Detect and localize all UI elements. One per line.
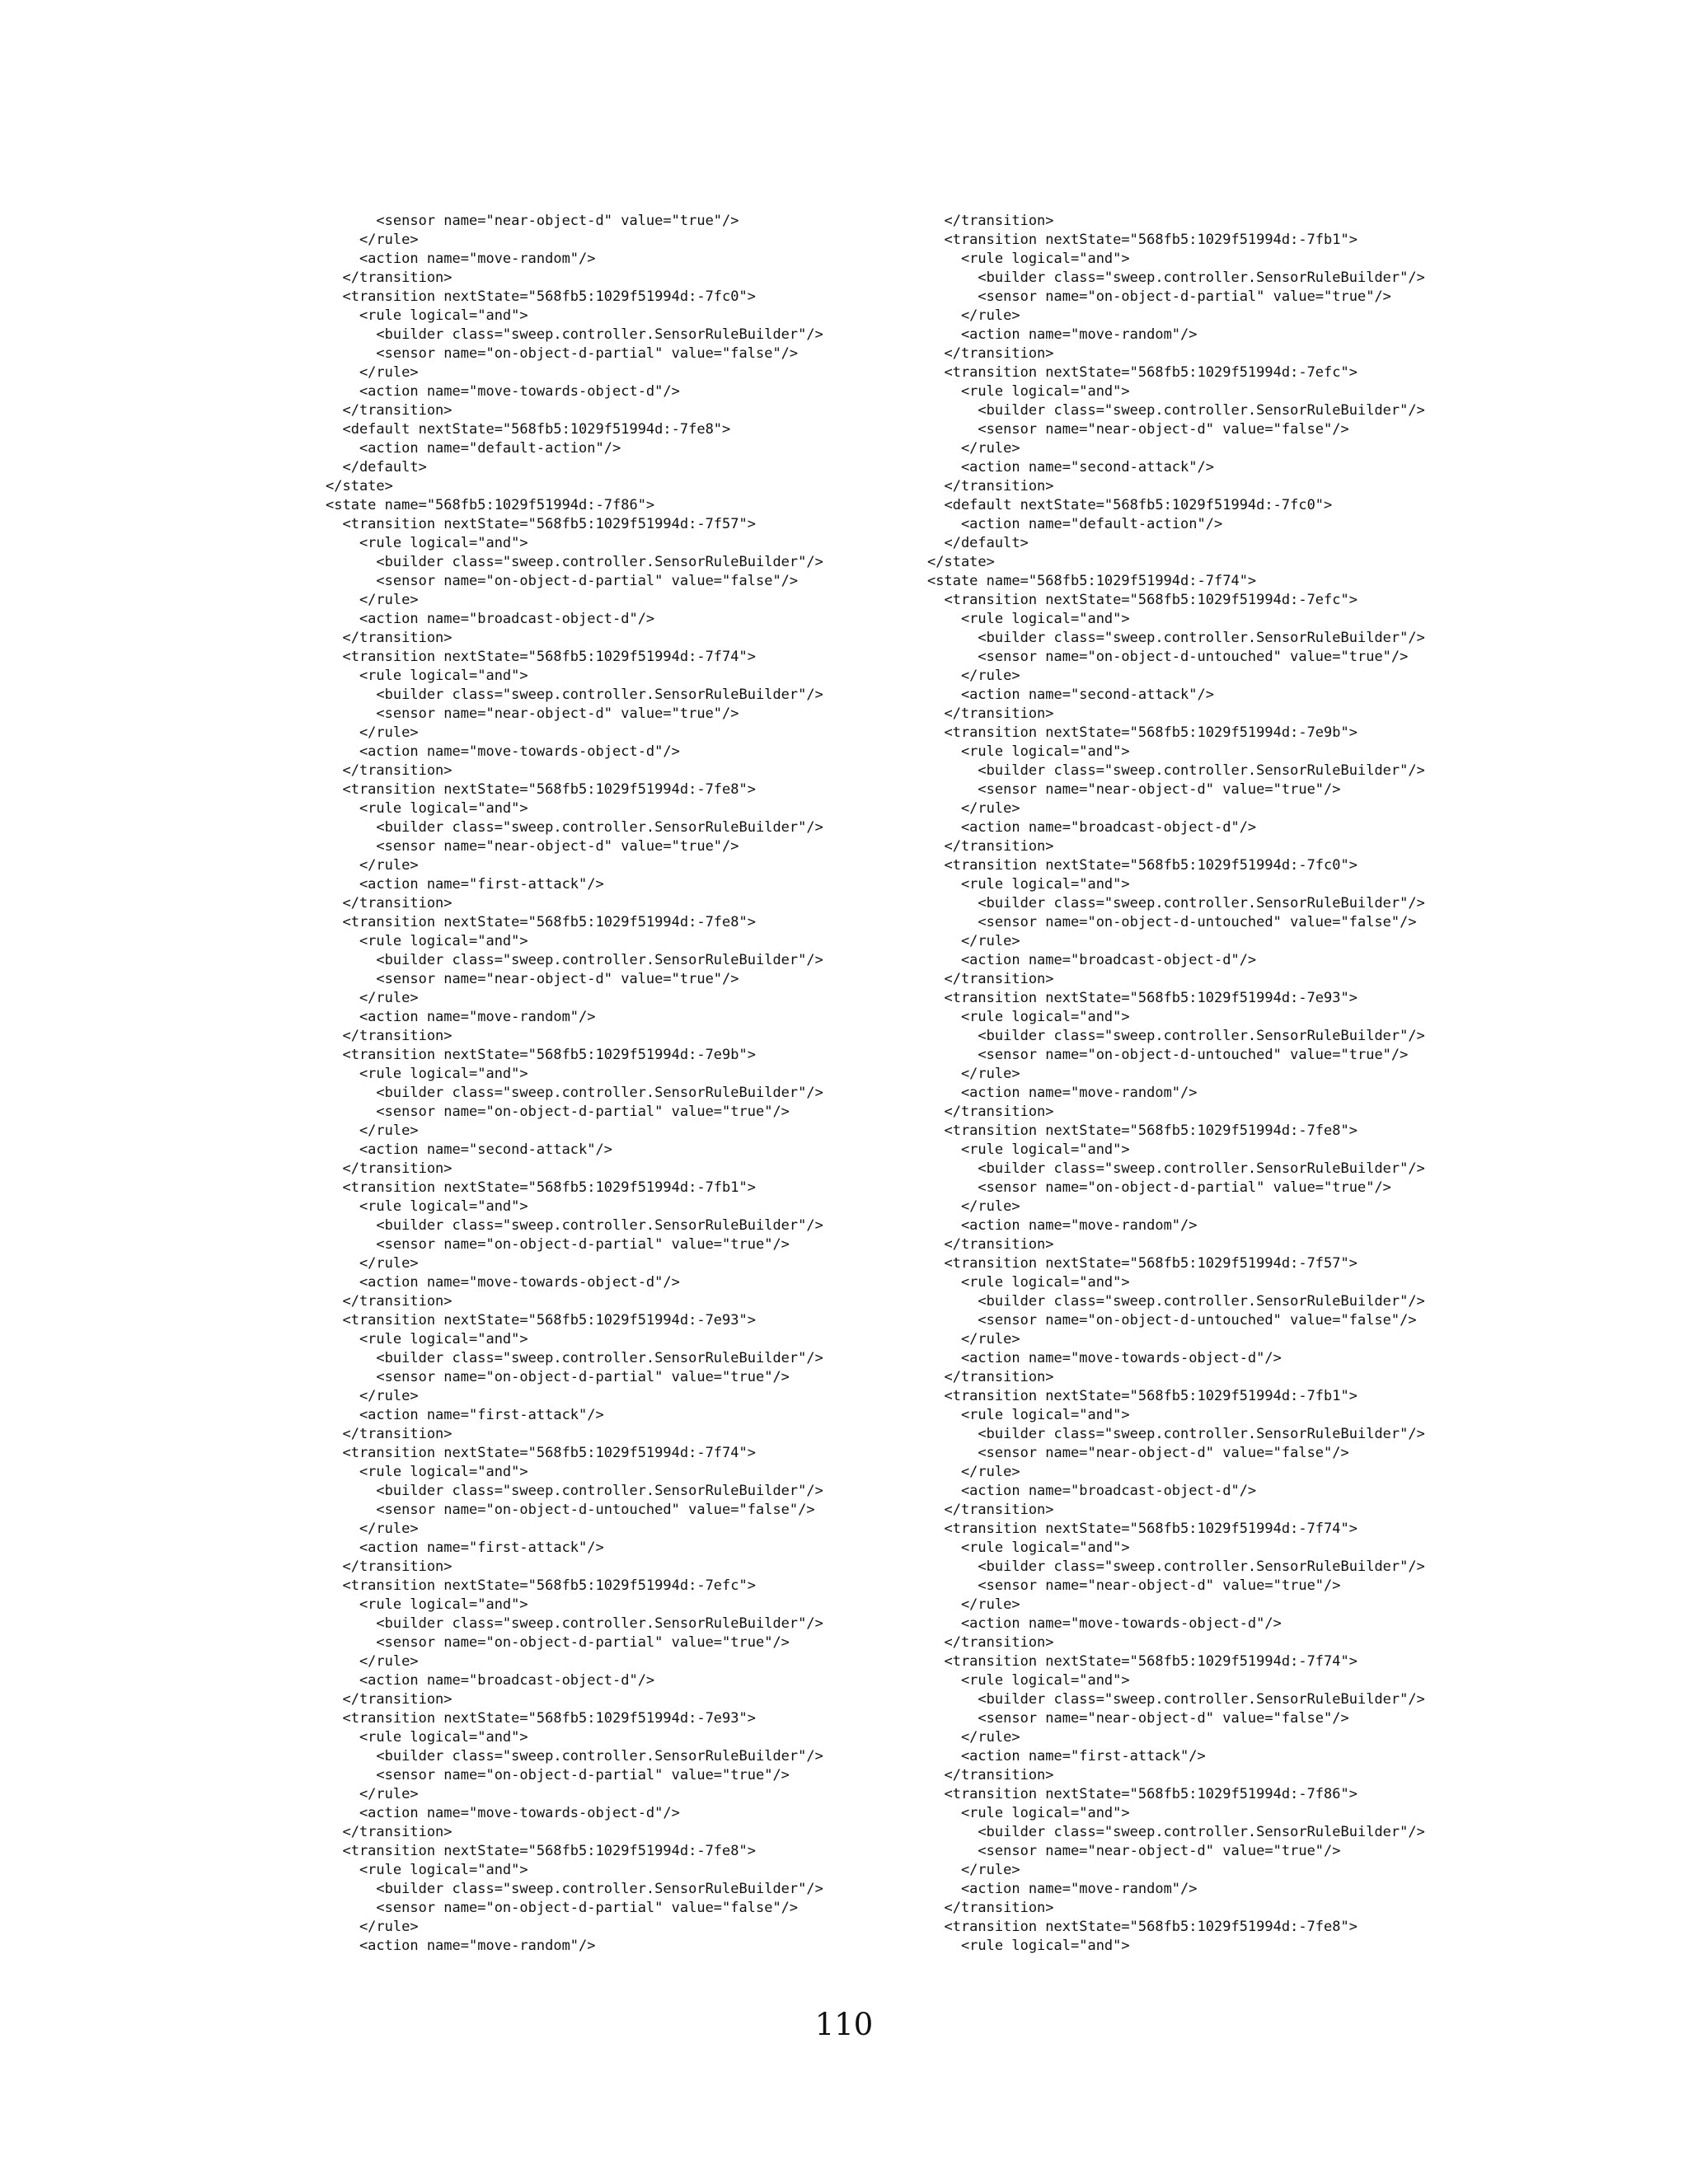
code-line: <transition nextState="568fb5:1029f51994d:-7fe8">	[326, 914, 756, 930]
code-line: </rule>	[927, 668, 1020, 684]
code-line: <rule logical="and">	[927, 1274, 1130, 1291]
code-line: <default nextState="568fb5:1029f51994d:-7fc0">	[927, 497, 1333, 513]
code-line: <rule logical="and">	[326, 933, 528, 949]
code-line: </rule>	[927, 800, 1020, 817]
code-line: </state>	[927, 554, 995, 570]
code-line: <action name="first-attack"/>	[927, 1748, 1206, 1765]
code-line: <sensor name="near-object-d" value="false"/>	[927, 1445, 1349, 1461]
code-line: <builder class="sweep.controller.SensorRuleBuilder"/>	[927, 630, 1425, 646]
code-line: </rule>	[927, 1198, 1020, 1215]
code-line: </transition>	[927, 1900, 1054, 1916]
code-line: </rule>	[326, 1255, 419, 1272]
code-line: </state>	[326, 478, 393, 494]
code-line: <builder class="sweep.controller.SensorRuleBuilder"/>	[326, 1350, 823, 1366]
code-line: <builder class="sweep.controller.SensorRuleBuilder"/>	[927, 895, 1425, 912]
code-line: <transition nextState="568fb5:1029f51994d:-7f57">	[927, 1255, 1357, 1272]
code-line: <action name="move-towards-object-d"/>	[326, 1274, 680, 1291]
code-line: </rule>	[927, 1729, 1020, 1746]
code-line: <transition nextState="568fb5:1029f51994d:-7e93">	[927, 990, 1357, 1006]
code-line: <transition nextState="568fb5:1029f51994d:-7f57">	[326, 516, 756, 532]
code-line: <builder class="sweep.controller.SensorRuleBuilder"/>	[927, 1558, 1425, 1575]
code-line: <rule logical="and">	[927, 611, 1130, 627]
code-line: </rule>	[326, 1122, 419, 1139]
code-line: <transition nextState="568fb5:1029f51994d:-7fe8">	[927, 1122, 1357, 1139]
code-line: </rule>	[326, 1521, 419, 1537]
code-line: <sensor name="on-object-d-partial" value="true"/>	[326, 1767, 790, 1783]
code-line: <action name="second-attack"/>	[326, 1141, 612, 1158]
code-line: <builder class="sweep.controller.SensorRuleBuilder"/>	[326, 687, 823, 703]
code-line: <transition nextState="568fb5:1029f51994d:-7fb1">	[326, 1179, 756, 1196]
code-line: <builder class="sweep.controller.SensorRuleBuilder"/>	[326, 819, 823, 836]
code-line: <sensor name="on-object-d-untouched" value="false"/>	[326, 1502, 815, 1518]
code-line: <action name="broadcast-object-d"/>	[927, 819, 1257, 836]
code-line: <rule logical="and">	[927, 1938, 1130, 1954]
code-line: <sensor name="on-object-d-partial" value="true"/>	[326, 1369, 790, 1385]
code-line: <action name="move-towards-object-d"/>	[326, 1805, 680, 1821]
code-column-left	[326, 212, 853, 1956]
code-line: <rule logical="and">	[326, 1729, 528, 1746]
code-line: <transition nextState="568fb5:1029f51994d:-7f86">	[927, 1786, 1357, 1802]
code-line: <action name="broadcast-object-d"/>	[326, 611, 655, 627]
code-line: </transition>	[326, 1160, 452, 1177]
code-line: </rule>	[927, 1331, 1020, 1347]
code-line: <rule logical="and">	[927, 1672, 1130, 1689]
code-line: <transition nextState="568fb5:1029f51994d:-7f74">	[326, 649, 756, 665]
code-line: <sensor name="near-object-d" value="true"/>	[326, 213, 739, 229]
code-line: <sensor name="on-object-d-untouched" value="false"/>	[927, 914, 1417, 930]
code-line: </transition>	[927, 1502, 1054, 1518]
code-line: <transition nextState="568fb5:1029f51994d:-7e9b">	[927, 724, 1357, 741]
code-line: <sensor name="on-object-d-partial" value="false"/>	[326, 345, 799, 362]
code-line: </rule>	[927, 933, 1020, 949]
code-line: <action name="default-action"/>	[927, 516, 1223, 532]
code-line: </transition>	[927, 705, 1054, 722]
code-line: <sensor name="on-object-d-untouched" value="true"/>	[927, 649, 1409, 665]
code-line: </rule>	[927, 307, 1020, 324]
code-line: <rule logical="and">	[326, 1198, 528, 1215]
code-line: </transition>	[326, 1293, 452, 1310]
page-number: 110	[814, 2007, 874, 2042]
code-line: <builder class="sweep.controller.SensorRuleBuilder"/>	[326, 1748, 823, 1765]
code-line: </rule>	[326, 990, 419, 1006]
code-line: <rule logical="and">	[927, 743, 1130, 760]
code-line: <transition nextState="568fb5:1029f51994d:-7fb1">	[927, 232, 1357, 248]
code-line: <rule logical="and">	[927, 383, 1130, 400]
code-line: <sensor name="on-object-d-partial" value="false"/>	[326, 573, 799, 589]
code-line: <sensor name="on-object-d-partial" value="true"/>	[326, 1634, 790, 1651]
code-line: </rule>	[927, 1862, 1020, 1878]
code-line: <state name="568fb5:1029f51994d:-7f74">	[927, 573, 1257, 589]
code-line: <transition nextState="568fb5:1029f51994d:-7e9b">	[326, 1047, 756, 1063]
code-line: </rule>	[326, 1786, 419, 1802]
code-line: <sensor name="on-object-d-partial" value="true"/>	[927, 288, 1391, 305]
code-line: <sensor name="near-object-d" value="true"/>	[927, 1843, 1341, 1859]
code-line: </transition>	[326, 1824, 452, 1840]
code-line: <sensor name="on-object-d-partial" value="true"/>	[326, 1104, 790, 1120]
code-line: <rule logical="and">	[927, 1540, 1130, 1556]
code-line: <transition nextState="568fb5:1029f51994d:-7fe8">	[326, 781, 756, 798]
code-line: <action name="move-towards-object-d"/>	[927, 1615, 1282, 1632]
code-line: <transition nextState="568fb5:1029f51994d:-7fc0">	[927, 857, 1357, 874]
code-line: <action name="move-random"/>	[927, 1217, 1198, 1234]
code-line: </transition>	[927, 1634, 1054, 1651]
code-line: </transition>	[326, 630, 452, 646]
code-line: <action name="default-action"/>	[326, 440, 621, 457]
code-line: <action name="first-attack"/>	[326, 1407, 604, 1423]
code-line: </transition>	[326, 1691, 452, 1708]
code-line: <action name="move-towards-object-d"/>	[326, 743, 680, 760]
code-line: </rule>	[326, 592, 419, 608]
code-line: <sensor name="near-object-d" value="true"/>	[927, 781, 1341, 798]
code-line: <builder class="sweep.controller.SensorRuleBuilder"/>	[927, 1028, 1425, 1044]
code-line: </transition>	[927, 1767, 1054, 1783]
code-line: </rule>	[927, 1066, 1020, 1082]
code-line: </transition>	[927, 345, 1054, 362]
code-line: <rule logical="and">	[927, 876, 1130, 893]
code-line: <state name="568fb5:1029f51994d:-7f86">	[326, 497, 655, 513]
code-line: <action name="first-attack"/>	[326, 1540, 604, 1556]
code-line: <transition nextState="568fb5:1029f51994d:-7efc">	[927, 364, 1357, 381]
code-line: </rule>	[326, 232, 419, 248]
code-line: </transition>	[326, 402, 452, 419]
code-line: </rule>	[326, 1653, 419, 1670]
code-line: <builder class="sweep.controller.SensorRuleBuilder"/>	[927, 1691, 1425, 1708]
code-line: <action name="broadcast-object-d"/>	[927, 1483, 1257, 1499]
code-line: <transition nextState="568fb5:1029f51994d:-7f74">	[326, 1445, 756, 1461]
code-line: <builder class="sweep.controller.SensorRuleBuilder"/>	[326, 1085, 823, 1101]
code-line: <builder class="sweep.controller.SensorRuleBuilder"/>	[326, 1483, 823, 1499]
code-line: <builder class="sweep.controller.SensorRuleBuilder"/>	[927, 402, 1425, 419]
code-line: <rule logical="and">	[326, 1464, 528, 1480]
code-line: <sensor name="on-object-d-partial" value="false"/>	[326, 1900, 799, 1916]
code-line: </rule>	[326, 1919, 419, 1935]
code-line: </rule>	[326, 857, 419, 874]
code-line: <rule logical="and">	[326, 1066, 528, 1082]
code-line: <sensor name="on-object-d-partial" value="true"/>	[326, 1236, 790, 1253]
code-line: <sensor name="near-object-d" value="true"/>	[326, 971, 739, 987]
code-line: <sensor name="near-object-d" value="false"/>	[927, 1710, 1349, 1727]
code-line: <transition nextState="568fb5:1029f51994d:-7e93">	[326, 1312, 756, 1329]
code-line: <builder class="sweep.controller.SensorRuleBuilder"/>	[326, 1615, 823, 1632]
code-line: <rule logical="and">	[326, 535, 528, 551]
code-line: </rule>	[927, 1464, 1020, 1480]
code-line: <transition nextState="568fb5:1029f51994d:-7fe8">	[326, 1843, 756, 1859]
code-line: </transition>	[927, 1369, 1054, 1385]
code-line: <action name="move-random"/>	[927, 1881, 1198, 1897]
code-line: <rule logical="and">	[326, 1596, 528, 1613]
code-line: <action name="move-towards-object-d"/>	[927, 1350, 1282, 1366]
code-line: <sensor name="on-object-d-untouched" value="false"/>	[927, 1312, 1417, 1329]
code-line: <builder class="sweep.controller.SensorRuleBuilder"/>	[927, 762, 1425, 779]
code-line: <sensor name="near-object-d" value="true"/>	[326, 838, 739, 855]
code-line: </default>	[326, 459, 427, 476]
code-line: </transition>	[927, 478, 1054, 494]
code-line: <action name="move-random"/>	[927, 1085, 1198, 1101]
code-line: <action name="move-random"/>	[326, 1938, 596, 1954]
code-line: <builder class="sweep.controller.SensorRuleBuilder"/>	[927, 1293, 1425, 1310]
code-line: <transition nextState="568fb5:1029f51994d:-7e93">	[326, 1710, 756, 1727]
code-line: <builder class="sweep.controller.SensorRuleBuilder"/>	[927, 269, 1425, 286]
code-line: </rule>	[326, 724, 419, 741]
code-line: <rule logical="and">	[326, 800, 528, 817]
code-line: <builder class="sweep.controller.SensorRuleBuilder"/>	[927, 1824, 1425, 1840]
code-line: <builder class="sweep.controller.SensorRuleBuilder"/>	[326, 554, 823, 570]
code-line: <builder class="sweep.controller.SensorRuleBuilder"/>	[326, 1217, 823, 1234]
code-line: <action name="first-attack"/>	[326, 876, 604, 893]
code-line: </transition>	[927, 1104, 1054, 1120]
code-line: <transition nextState="568fb5:1029f51994d:-7fc0">	[326, 288, 756, 305]
code-line: <default nextState="568fb5:1029f51994d:-7fe8">	[326, 421, 731, 438]
code-line: </transition>	[326, 1558, 452, 1575]
code-line: <rule logical="and">	[927, 1407, 1130, 1423]
code-line: </rule>	[326, 1388, 419, 1404]
code-line: <rule logical="and">	[927, 1009, 1130, 1025]
code-line: <action name="second-attack"/>	[927, 687, 1214, 703]
code-line: <builder class="sweep.controller.SensorRuleBuilder"/>	[927, 1426, 1425, 1442]
code-line: </rule>	[927, 440, 1020, 457]
code-line: <action name="move-random"/>	[326, 1009, 596, 1025]
code-line: <builder class="sweep.controller.SensorRuleBuilder"/>	[326, 326, 823, 343]
code-line: <rule logical="and">	[326, 307, 528, 324]
code-line: <action name="move-random"/>	[927, 326, 1198, 343]
code-line: <builder class="sweep.controller.SensorRuleBuilder"/>	[927, 1160, 1425, 1177]
code-line: <sensor name="near-object-d" value="true"/>	[927, 1577, 1341, 1594]
code-line: </transition>	[927, 838, 1054, 855]
code-line: <action name="move-random"/>	[326, 251, 596, 267]
code-line: </transition>	[326, 1426, 452, 1442]
code-line: <sensor name="near-object-d" value="false"/>	[927, 421, 1349, 438]
code-line: <transition nextState="568fb5:1029f51994d:-7fb1">	[927, 1388, 1357, 1404]
code-line: </transition>	[927, 213, 1054, 229]
code-line: <transition nextState="568fb5:1029f51994d:-7efc">	[326, 1577, 756, 1594]
code-line: <rule logical="and">	[326, 1862, 528, 1878]
code-line: <transition nextState="568fb5:1029f51994d:-7efc">	[927, 592, 1357, 608]
code-line: <action name="second-attack"/>	[927, 459, 1214, 476]
code-line: <rule logical="and">	[326, 668, 528, 684]
code-line: <rule logical="and">	[927, 251, 1130, 267]
code-line: </default>	[927, 535, 1029, 551]
code-line: <transition nextState="568fb5:1029f51994d:-7fe8">	[927, 1919, 1357, 1935]
code-line: </rule>	[326, 364, 419, 381]
code-line: <rule logical="and">	[927, 1805, 1130, 1821]
code-line: <transition nextState="568fb5:1029f51994d:-7f74">	[927, 1653, 1357, 1670]
code-line: </transition>	[927, 1236, 1054, 1253]
code-line: </transition>	[326, 269, 452, 286]
code-line: </transition>	[927, 971, 1054, 987]
code-line: <builder class="sweep.controller.SensorRuleBuilder"/>	[326, 1881, 823, 1897]
code-line: <action name="move-towards-object-d"/>	[326, 383, 680, 400]
code-line: </transition>	[326, 895, 452, 912]
code-column-right	[927, 212, 1471, 1956]
code-line: <sensor name="on-object-d-partial" value="true"/>	[927, 1179, 1391, 1196]
code-line: <transition nextState="568fb5:1029f51994d:-7f74">	[927, 1521, 1357, 1537]
code-line: </transition>	[326, 1028, 452, 1044]
code-line: <builder class="sweep.controller.SensorRuleBuilder"/>	[326, 952, 823, 968]
code-line: </transition>	[326, 762, 452, 779]
code-line: <sensor name="near-object-d" value="true"/>	[326, 705, 739, 722]
code-line: <sensor name="on-object-d-untouched" value="true"/>	[927, 1047, 1409, 1063]
code-line: </rule>	[927, 1596, 1020, 1613]
code-line: <action name="broadcast-object-d"/>	[326, 1672, 655, 1689]
code-line: <rule logical="and">	[326, 1331, 528, 1347]
code-line: <action name="broadcast-object-d"/>	[927, 952, 1257, 968]
code-line: <rule logical="and">	[927, 1141, 1130, 1158]
